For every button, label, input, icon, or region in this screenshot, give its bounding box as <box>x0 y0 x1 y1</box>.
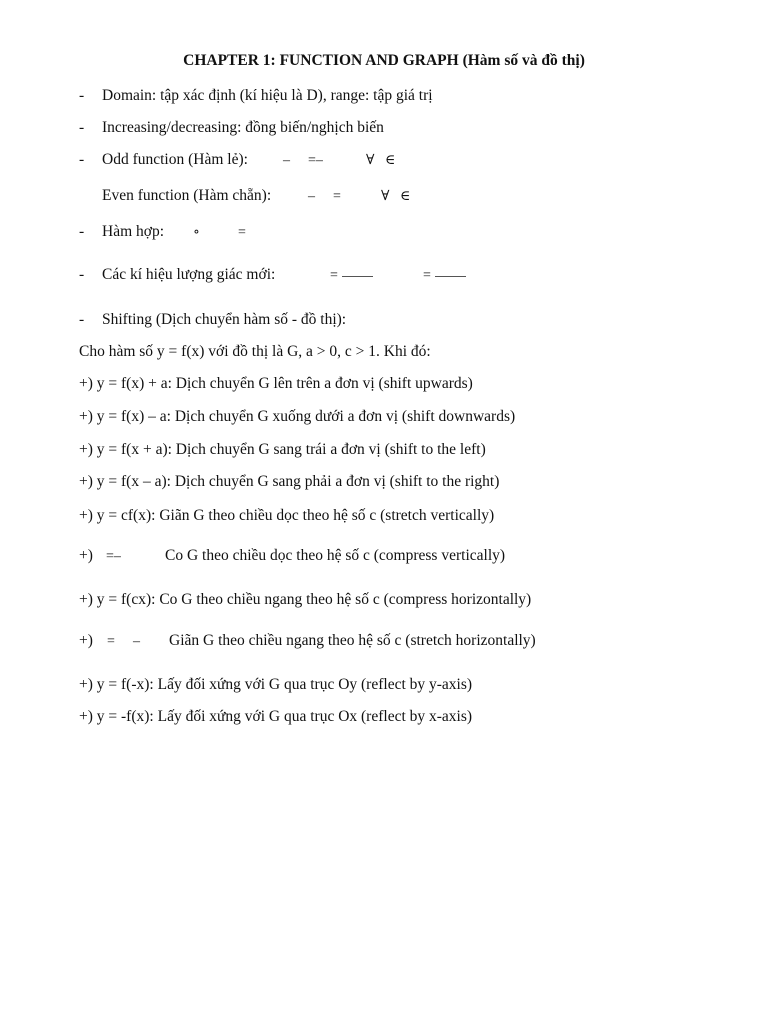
rule-line: +) y = f(x) + a: Dịch chuyển G lên trên a đơn vị (shift upwards) <box>79 375 473 392</box>
odd-function-line: Odd function (Hàm lẻ): <box>102 151 248 168</box>
trig-fragment: = <box>330 268 338 283</box>
chapter-title: CHAPTER 1: FUNCTION AND GRAPH (Hàm số và đồ thị) <box>183 52 585 69</box>
odd-fragment: – <box>283 153 290 168</box>
domain-line: Domain: tập xác định (kí hiệu là D), range: tập giá trị <box>102 87 433 104</box>
rule-line: +) y = f(-x): Lấy đối xứng với G qua trục Oy (reflect by y-axis) <box>79 676 473 693</box>
element-of-symbol: ∈ <box>385 153 396 168</box>
bullet-marker: - <box>79 266 85 283</box>
composite-fragment: = <box>238 225 246 240</box>
forall-symbol: ∀ <box>366 153 375 168</box>
even-function-line: Even function (Hàm chẵn): <box>102 187 272 204</box>
intro-line: Cho hàm số y = f(x) với đồ thị là G, a > 0, c > 1. Khi đó: <box>79 343 431 360</box>
bullet-marker: - <box>79 151 85 168</box>
bullet-marker: - <box>79 119 85 136</box>
rule-line: +) y = f(cx): Co G theo chiều ngang theo hệ số c (compress horizontally) <box>79 591 532 608</box>
rule-fragment: – <box>133 634 140 649</box>
trig-line: Các kí hiệu lượng giác mới: <box>102 266 276 283</box>
trig-fragment: = <box>423 268 431 283</box>
increasing-line: Increasing/decreasing: đồng biến/nghịch biến <box>102 119 384 136</box>
rule-line: Giãn G theo chiều ngang theo hệ số c (stretch horizontally) <box>169 632 536 649</box>
rule-line: +) y = f(x – a): Dịch chuyển G sang phải a đơn vị (shift to the right) <box>79 473 500 490</box>
fraction-bar <box>342 276 373 277</box>
odd-fragment: =– <box>308 153 323 168</box>
bullet-marker: - <box>79 311 85 328</box>
rule-line: +) y = cf(x): Giãn G theo chiều dọc theo hệ số c (stretch vertically) <box>79 507 495 524</box>
composite-line: Hàm hợp: <box>102 223 165 240</box>
rule-prefix: +) <box>79 547 93 564</box>
rule-fragment: =– <box>106 549 121 564</box>
rule-prefix: +) <box>79 632 93 649</box>
compose-symbol: ∘ <box>193 225 200 240</box>
bullet-marker: - <box>79 223 85 240</box>
rule-line: +) y = -f(x): Lấy đối xứng với G qua trục Ox (reflect by x-axis) <box>79 708 473 725</box>
shifting-line: Shifting (Dịch chuyển hàm số - đồ thị): <box>102 311 347 328</box>
element-of-symbol: ∈ <box>400 189 411 204</box>
even-fragment: = <box>333 189 341 204</box>
even-fragment: – <box>308 189 315 204</box>
rule-line: +) y = f(x + a): Dịch chuyển G sang trái a đơn vị (shift to the left) <box>79 441 486 458</box>
rule-line: +) y = f(x) – a: Dịch chuyển G xuống dưới a đơn vị (shift downwards) <box>79 408 516 425</box>
rule-fragment: = <box>107 634 115 649</box>
forall-symbol: ∀ <box>381 189 390 204</box>
bullet-marker: - <box>79 87 85 104</box>
rule-line: Co G theo chiều dọc theo hệ số c (compress vertically) <box>165 547 506 564</box>
fraction-bar <box>435 276 466 277</box>
